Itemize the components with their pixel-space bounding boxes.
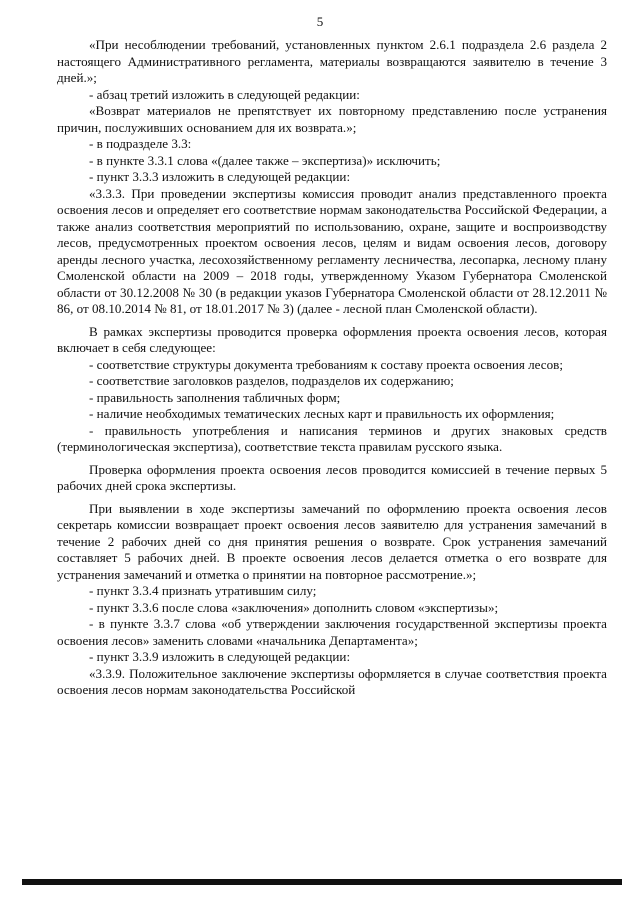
list-item: - соответствие заголовков разделов, подразделов их содержанию;: [89, 373, 454, 388]
paragraph: В рамках экспертизы проводится проверка оформления проекта освоения лесов, которая включает в себя следующее:: [57, 323, 607, 355]
list-item: - пункт 3.3.9 изложить в следующей редакции:: [89, 649, 351, 664]
list-item: - правильность употребления и написания терминов и других знаковых средств (терминологическая экспертиза), соответствие текста правилам русского языка.: [57, 422, 607, 454]
scan-edge-bar: [22, 879, 622, 885]
list-item: - наличие необходимых тематических лесных карт и правильность их оформления;: [89, 406, 555, 421]
paragraph: «При несоблюдении требований, установленных пунктом 2.6.1 подраздела 2.6 раздела 2 настоящего Административного регламента, материалы возвращаются заявителю в течение 3 дней.»;: [57, 37, 607, 85]
paragraph: «3.3.9. Положительное заключение экспертизы оформляется в случае соответствия проекта освоения лесов нормам законодательства Российской: [57, 665, 607, 697]
paragraph: - в подразделе 3.3:: [89, 136, 192, 151]
list-item: - пункт 3.3.6 после слова «заключения» дополнить словом «экспертизы»;: [89, 599, 499, 615]
list-item: - правильность заполнения табличных форм;: [89, 389, 341, 405]
paragraph: При выявлении в ходе экспертизы замечаний по оформлению проекта освоения лесов секретарь комиссии возвращает проект освоения лесов заявителю для устранения замечаний в течение 2 рабочих дней со дня принятия решения о возврате. Срок устранения замечаний составляет 5 рабочих дней. В проекте освоения лесов делается отметка о его возврате для устранения замечаний и отметка о принятии на повторное рассмотрение.»;: [57, 500, 607, 582]
paragraph: «Возврат материалов не препятствует их повторному представлению после устранения причин, послуживших основанием для их возврата.»;: [57, 103, 607, 135]
paragraph: - в пункте 3.3.1 слова «(далее также – экспертиза)» исключить;: [89, 152, 441, 168]
list-item: - соответствие структуры документа требованиям к составу проекта освоения лесов;: [89, 356, 563, 372]
paragraph: «3.3.3. При проведении экспертизы комиссия проводит анализ представленного проекта освоения лесов и определяет его соответствие нормам законодательства Российской Федерации, а также анализ соответствия мероприятий по использованию, охране, защите и воспроизводству лесов, предусмотренных проектом освоения лесов, целям и видам освоения лесов, договору аренды лесного участка, лесохозяйственному регламенту лесничества, лесопарка, лесному плану Смоленской области на 2009 – 2018 годы, утвержденному Указом Губернатора Смоленской области от 30.12.2008 № 30 (в редакции указов Губернатора Смоленской области от 28.12.2011 № 86, от 08.10.2014 № 81, от 18.01.2017 № 3) (далее - лесной план Смоленской области).: [57, 185, 607, 316]
list-item: - в пункте 3.3.7 слова «об утверждении заключения государственной экспертизы проекта освоения лесов» заменить словами «начальника Департамента»;: [57, 616, 607, 648]
paragraph: - абзац третий изложить в следующей редакции:: [89, 86, 360, 102]
paragraph: - пункт 3.3.3 изложить в следующей редакции:: [89, 169, 351, 184]
paragraph: Проверка оформления проекта освоения лесов проводится комиссией в течение первых 5 рабочих дней срока экспертизы.: [57, 461, 607, 493]
page-number: 5: [316, 14, 324, 29]
list-item: - пункт 3.3.4 признать утратившим силу;: [89, 583, 317, 598]
document-body: [57, 37, 607, 699]
